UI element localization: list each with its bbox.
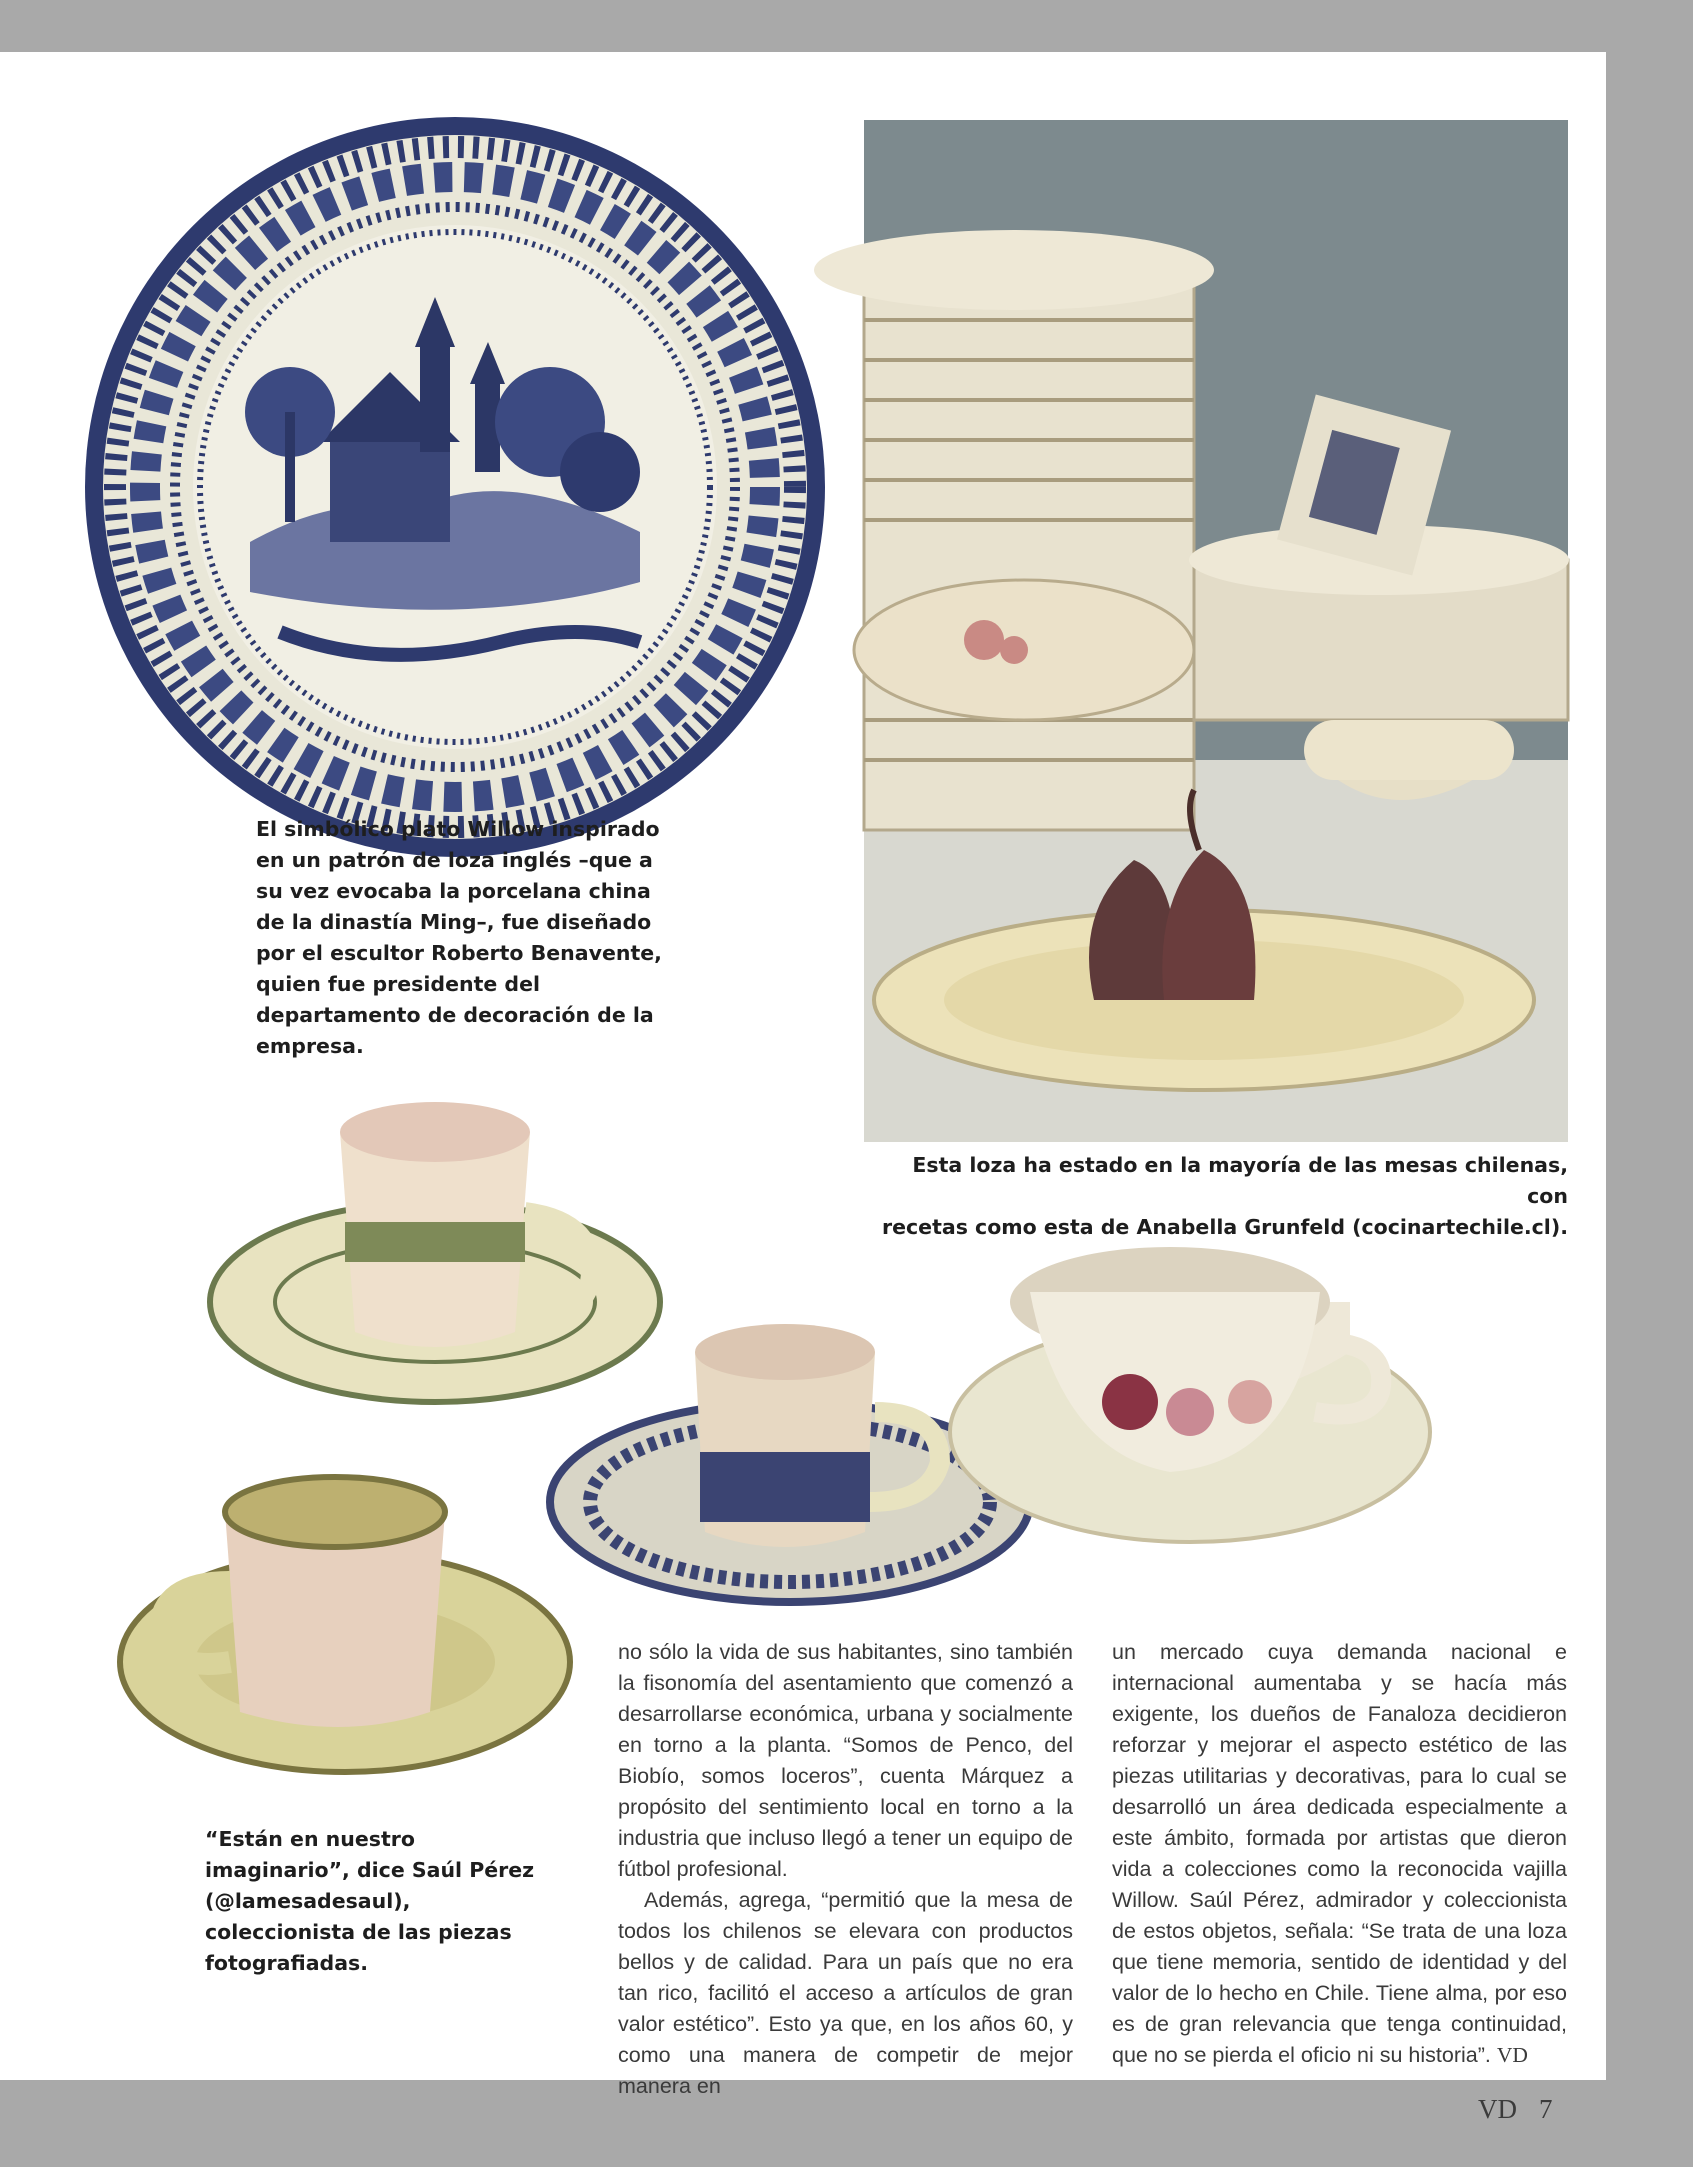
magazine-logo: VD [1478,2094,1517,2124]
caption-line: recetas como esta de Anabella Grunfeld (cocinartechile.cl). [882,1215,1568,1239]
article-text: un mercado cuya demanda nacional e internacional aumentaba y se hacía más exigente, los dueños de Fanaloza decidieron reforzar y mejorar el aspecto estético de las piezas utilitarias y decorativas, para lo cual se desarrolló un área dedicada especialmente a este ámbito, formada por artistas que dieron vida a colecciones como la reconocida vajilla Willow. Saúl Pérez, admirador y coleccionista de estos objetos, señala: “Se trata de una loza que tiene memoria, sentido de identidad y del valor de lo hecho en Chile. Tiene alma, por eso es de gran relevancia que tenga continuidad, que no se pierda el oficio ni su historia”. [1112,1640,1567,2067]
table-photo-caption [868,1150,1568,1243]
caption-line: Esta loza ha estado en la mayoría de las mesas chilenas, con [912,1153,1568,1208]
willow-plate-photo [80,112,830,862]
article-column-2 [1112,1637,1567,2071]
magazine-page [0,52,1606,2098]
article-paragraph: no sólo la vida de sus habitantes, sino también la fisonomía del asentamiento que comenzó a desarrollarse económica, urbana y socialmente en torno a la planta. “Somos de Penco, del Biobío, somos loceros”, cuenta Márquez a propósito del sentimiento local en torno a la industria que incluso llegó a tener un equipo de fútbol profesional. [618,1640,1073,1881]
collector-caption: “Están en nuestro imaginario”, dice Saúl Pérez (@lamesadesaul), coleccionista de las piezas fotografiadas. [205,1827,535,1975]
article-paragraph: Además, agrega, “permitió que la mesa de todos los chilenos se elevara con productos bellos y de calidad. Para un país que no era tan rico, facilitó el acceso a artículos de gran valor estético”. Esto ya que, en los años 60, y como una manera de competir de mejor manera en [618,1888,1073,2098]
table-photo [864,120,1568,1142]
signoff-mark: VD [1496,2043,1528,2067]
willow-plate-caption: El simbólico plato Willow inspirado en un patrón de loza inglés –que a su vez evocaba la porcelana china de la dinastía Ming–, fue diseñado por el escultor Roberto Benavente, quien fue presidente del departamento de decoración de la empresa. [256,817,662,1058]
page-number: 7 [1539,2094,1553,2124]
article-paragraph [1112,1637,1567,2071]
article-column-1 [618,1637,1073,2102]
page-footer [1478,2094,1553,2125]
